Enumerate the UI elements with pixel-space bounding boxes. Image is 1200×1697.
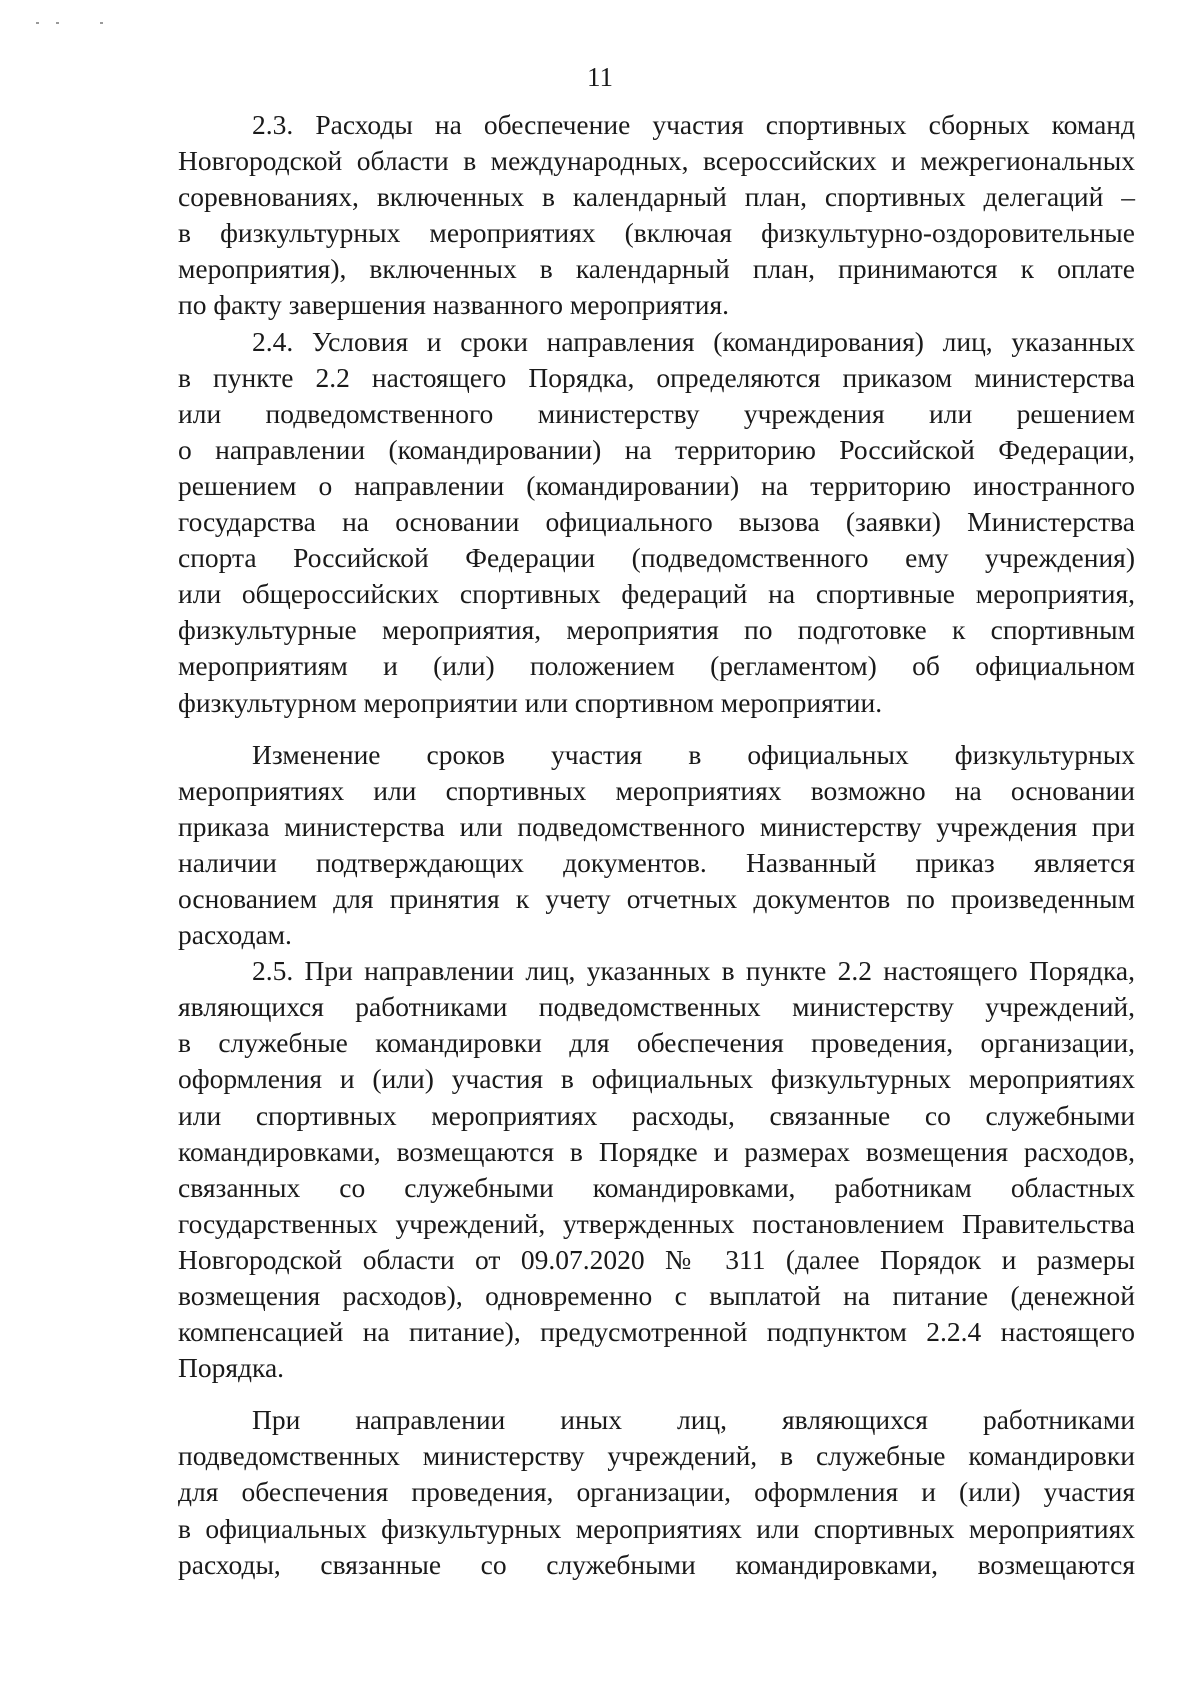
paragraph bbox=[178, 107, 1135, 324]
text-line: основанием для принятия к учету отчетных документов по произведенным bbox=[178, 882, 1135, 914]
text-line: приказа министерства или подведомственного министерству учреждения при bbox=[178, 810, 1135, 842]
text-line: физкультурные мероприятия, мероприятия по подготовке к спортивным bbox=[178, 614, 1135, 646]
text-line: расходам. bbox=[178, 919, 292, 951]
text-line: При направлении иных лиц, являющихся работниками bbox=[252, 1404, 1135, 1436]
text-line: государства на основании официального вызова (заявки) Министерства bbox=[178, 506, 1135, 538]
text-line: являющихся работниками подведомственных министерству учреждений, bbox=[178, 991, 1135, 1023]
text-line: подведомственных министерству учреждений, в служебные командировки bbox=[178, 1440, 1135, 1472]
page-number: 11 bbox=[587, 62, 613, 92]
text-line: Изменение сроков участия в официальных физкультурных bbox=[252, 738, 1135, 770]
text-line: в служебные командировки для обеспечения проведения, организации, bbox=[178, 1027, 1135, 1059]
text-line: командировками, возмещаются в Порядке и размерах возмещения расходов, bbox=[178, 1135, 1135, 1167]
text-line: оформления и (или) участия в официальных физкультурных мероприятиях bbox=[178, 1063, 1135, 1095]
text-line: для обеспечения проведения, организации, оформления и (или) участия bbox=[178, 1476, 1135, 1508]
text-line: мероприятия), включенных в календарный план, принимаются к оплате bbox=[178, 253, 1135, 285]
paragraph bbox=[178, 1402, 1135, 1582]
paragraph bbox=[178, 737, 1135, 954]
text-line: физкультурном мероприятии или спортивном мероприятии. bbox=[178, 686, 883, 718]
text-line: или общероссийских спортивных федераций на спортивные мероприятия, bbox=[178, 578, 1135, 610]
text-line: государственных учреждений, утвержденных постановлением Правительства bbox=[178, 1207, 1135, 1239]
text-line: о направлении (командировании) на территорию Российской Федерации, bbox=[178, 433, 1135, 465]
text-line: 2.5. При направлении лиц, указанных в пункте 2.2 настоящего Порядка, bbox=[252, 955, 1135, 987]
text-line: Новгородской области в международных, всероссийских и межрегиональных bbox=[178, 145, 1135, 177]
text-line: или подведомственного министерству учреждения или решением bbox=[178, 397, 1135, 429]
text-line: решением о направлении (командировании) на территорию иностранного bbox=[178, 469, 1135, 501]
text-line: по факту завершения названного мероприятия. bbox=[178, 289, 730, 321]
text-line: или спортивных мероприятиях расходы, связанные со служебными bbox=[178, 1099, 1135, 1131]
text-line: возмещения расходов), одновременно с выплатой на питание (денежной bbox=[178, 1280, 1135, 1311]
text-line: в официальных физкультурных мероприятиях или спортивных мероприятиях bbox=[178, 1512, 1135, 1544]
text-line: компенсацией на питание), предусмотренной подпунктом 2.2.4 настоящего bbox=[178, 1316, 1135, 1348]
text-line: наличии подтверждающих документов. Названный приказ является bbox=[178, 846, 1135, 878]
text-line: 2.3. Расходы на обеспечение участия спортивных сборных команд bbox=[252, 109, 1135, 140]
text-line: в пункте 2.2 настоящего Порядка, определяются приказом министерства bbox=[178, 361, 1135, 393]
text-line: расходы, связанные со служебными командировками, возмещаются bbox=[178, 1548, 1135, 1580]
text-line: мероприятиях или спортивных мероприятиях возможно на основании bbox=[178, 774, 1135, 806]
text-line: соревнованиях, включенных в календарный план, спортивных делегаций – bbox=[178, 181, 1135, 213]
text-line: спорта Российской Федерации (подведомственного ему учреждения) bbox=[178, 542, 1135, 574]
paragraph bbox=[178, 324, 1135, 721]
paragraph bbox=[178, 953, 1135, 1386]
text-line: связанных со служебными командировками, работникам областных bbox=[178, 1171, 1135, 1203]
text-line: Порядка. bbox=[178, 1352, 285, 1384]
paragraph-spacer bbox=[178, 721, 1135, 737]
scan-corner-marks bbox=[36, 22, 116, 26]
text-line: Новгородской области от 09.07.2020 № 311 (далее Порядок и размеры bbox=[178, 1243, 1135, 1275]
text-line: 2.4. Условия и сроки направления (командирования) лиц, указанных bbox=[252, 325, 1135, 357]
text-line: мероприятиям и (или) положением (регламентом) об официальном bbox=[178, 650, 1135, 682]
text-line: в физкультурных мероприятиях (включая физкультурно-оздоровительные bbox=[178, 217, 1135, 249]
paragraph-spacer bbox=[178, 1386, 1135, 1402]
document-body bbox=[178, 107, 1135, 1583]
